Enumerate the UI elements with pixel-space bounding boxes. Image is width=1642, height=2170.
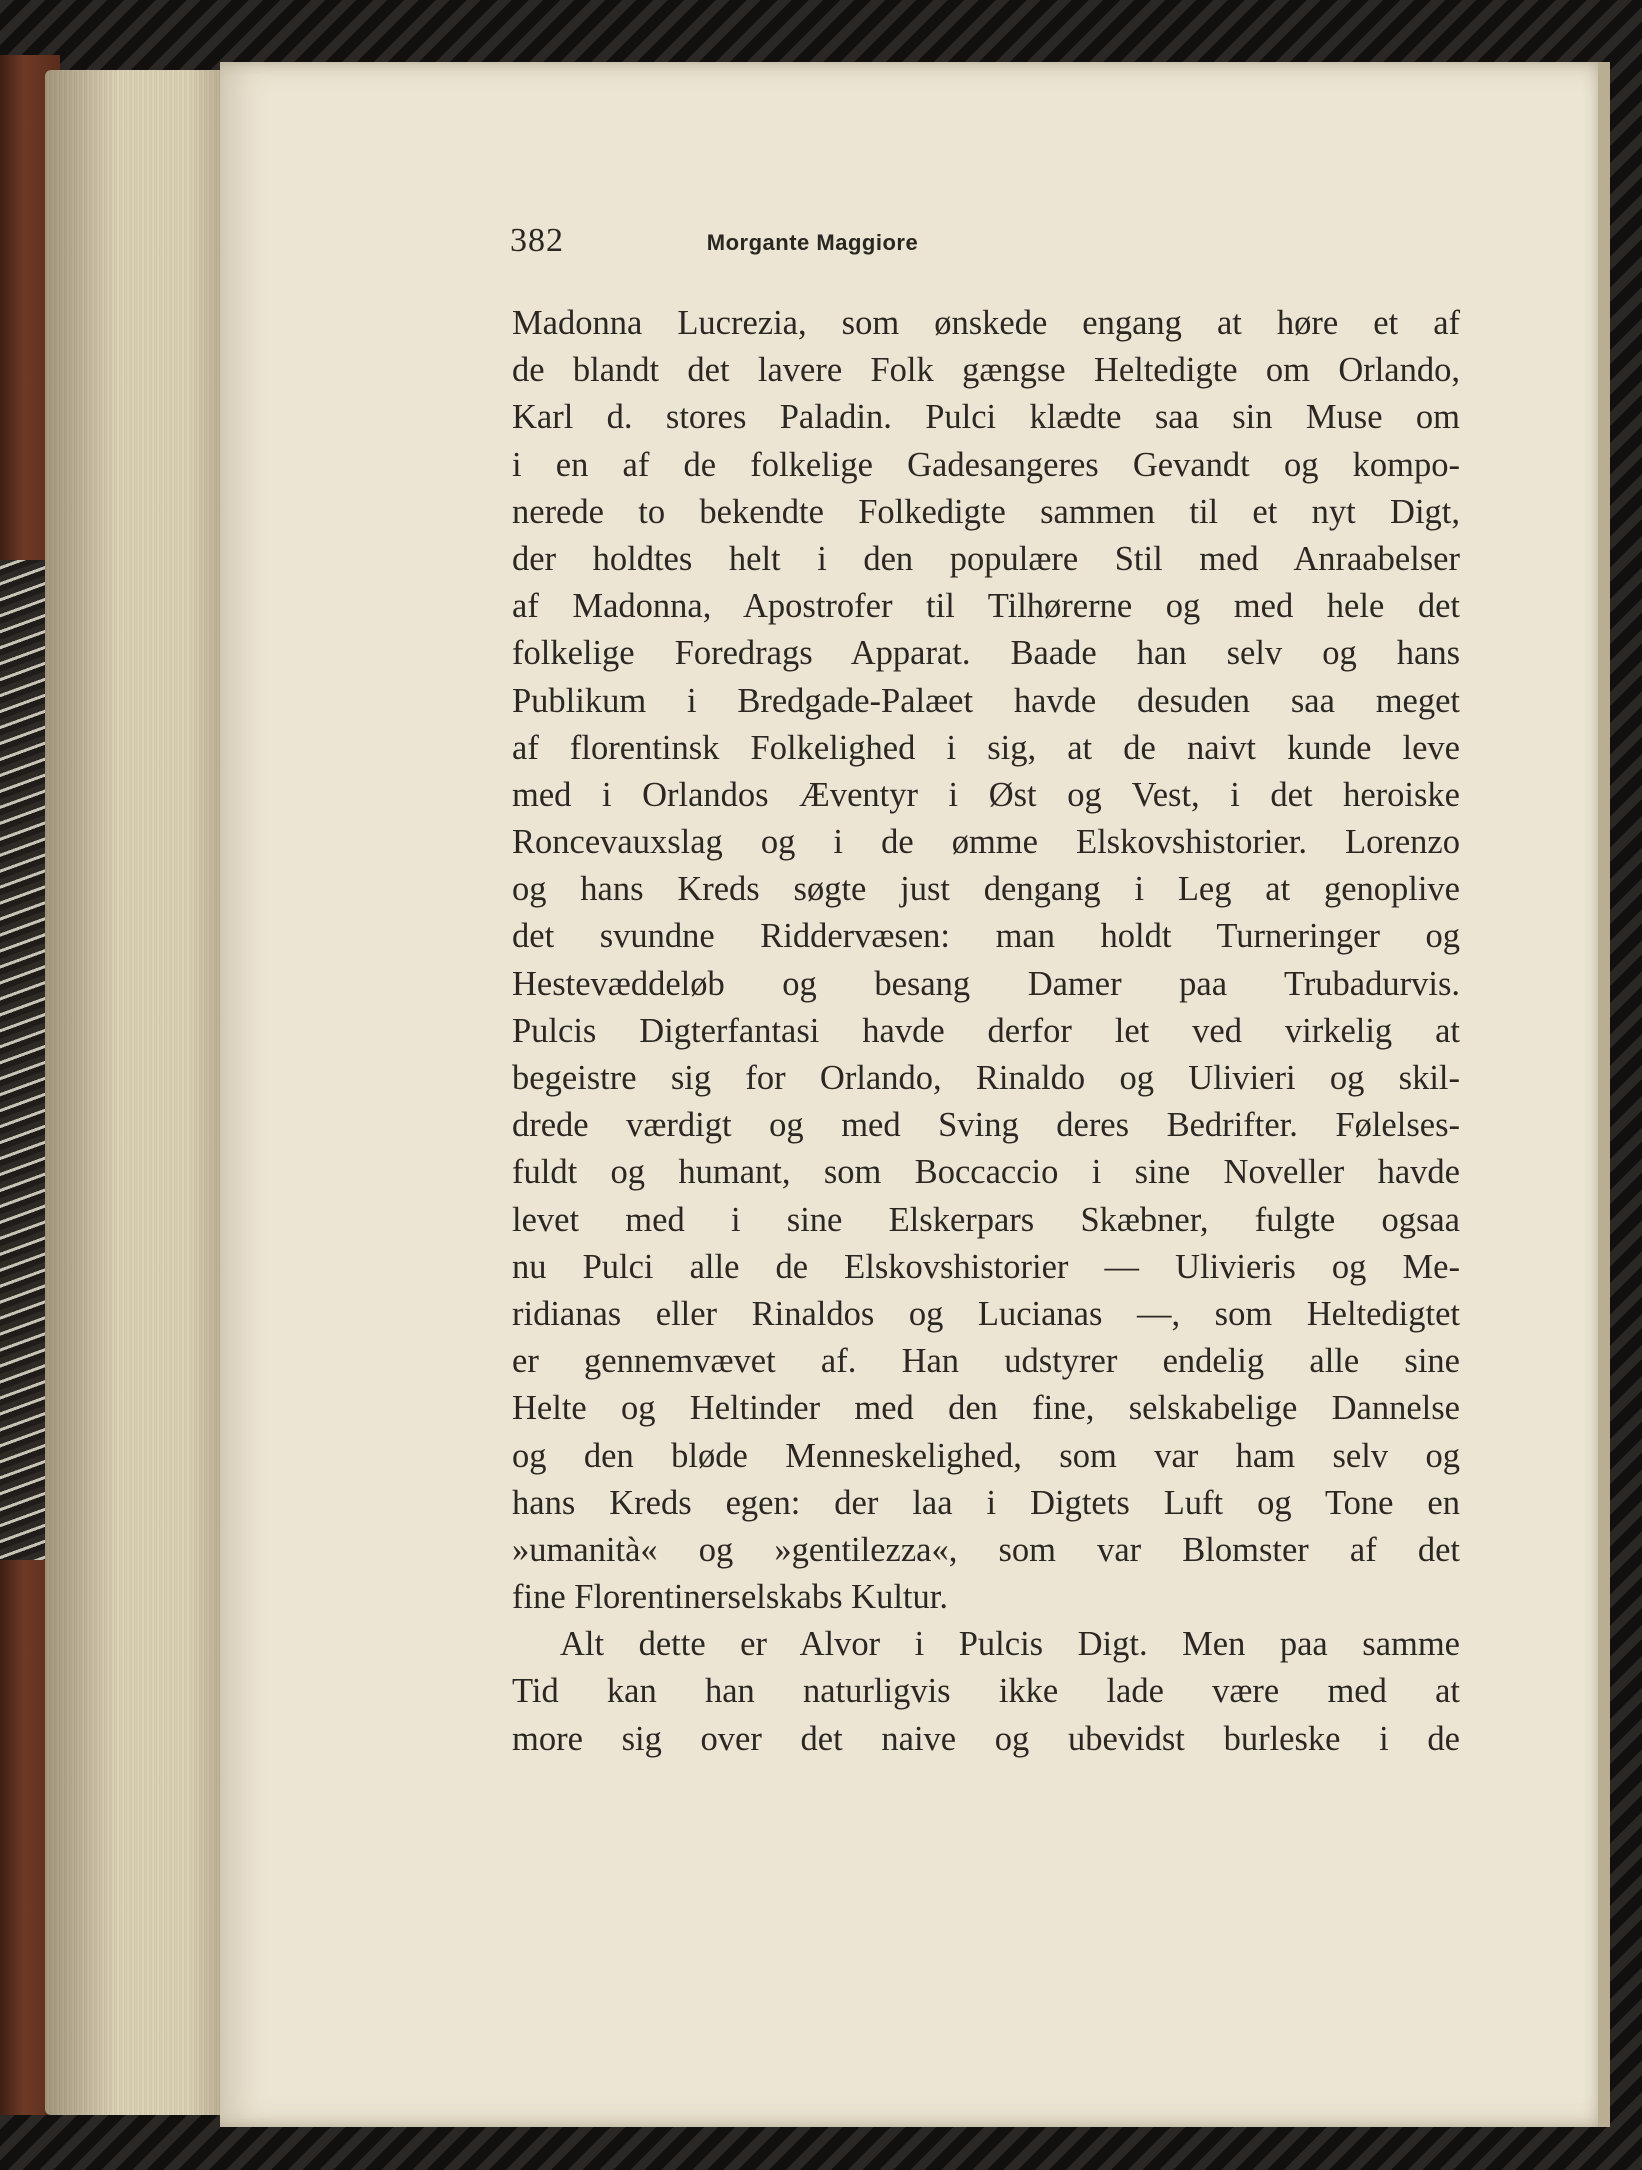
- text-line: fuldt og humant, som Boccaccio i sine Noveller havde: [512, 1153, 1460, 1192]
- text-line: hans Kreds egen: der laa i Digtets Luft og Tone en: [512, 1483, 1460, 1522]
- page-number: 382: [510, 222, 564, 259]
- text-line: nu Pulci alle de Elskovshistorier — Ulivieris og Me-: [512, 1247, 1460, 1286]
- text-line: Karl d. stores Paladin. Pulci klædte saa sin Muse om: [512, 398, 1460, 437]
- text-line: fine Florentinerselskabs Kultur.: [512, 1578, 948, 1617]
- text-line: Publikum i Bredgade-Palæet havde desuden saa meget: [512, 681, 1460, 720]
- running-title: Morgante Maggiore: [706, 230, 919, 255]
- text-line: i en af de folkelige Gadesangeres Gevandt og kompo-: [512, 445, 1460, 484]
- text-line: det svundne Riddervæsen: man holdt Turneringer og: [512, 917, 1460, 956]
- text-line: folkelige Foredrags Apparat. Baade han selv og hans: [512, 634, 1460, 673]
- text-line: begeistre sig for Orlando, Rinaldo og Ulivieri og skil-: [512, 1059, 1460, 1097]
- text-line: Alt dette er Alvor i Pulcis Digt. Men paa samme: [560, 1625, 1460, 1664]
- text-line: Roncevauxslag og i de ømme Elskovshistorier. Lorenzo: [512, 823, 1460, 862]
- text-line: de blandt det lavere Folk gængse Heltedigte om Orlando,: [512, 351, 1460, 390]
- text-line: af florentinsk Folkelighed i sig, at de naivt kunde leve: [512, 728, 1460, 767]
- text-line: Madonna Lucrezia, som ønskede engang at høre et af: [512, 304, 1460, 342]
- text-line: more sig over det naive og ubevidst burleske i de: [512, 1719, 1460, 1758]
- text-line: Tid kan han naturligvis ikke lade være med at: [512, 1672, 1460, 1711]
- text-line: Helte og Heltinder med den fine, selskabelige Dannelse: [512, 1389, 1460, 1428]
- text-line: drede værdigt og med Sving deres Bedrifter. Følelses-: [512, 1106, 1460, 1145]
- text-line: ridianas eller Rinaldos og Lucianas —, som Heltedigtet: [512, 1294, 1460, 1333]
- text-line: Hestevæddeløb og besang Damer paa Trubadurvis.: [512, 964, 1460, 1003]
- page-right-edge: [1598, 62, 1610, 2127]
- text-line: og den bløde Menneskelighed, som var ham selv og: [512, 1436, 1460, 1475]
- text-line: er gennemvævet af. Han udstyrer endelig alle sine: [512, 1342, 1460, 1381]
- text-line: og hans Kreds søgte just dengang i Leg at genoplive: [512, 870, 1460, 909]
- text-line: nerede to bekendte Folkedigte sammen til et nyt Digt,: [512, 492, 1460, 531]
- text-line: »umanità« og »gentilezza«, som var Blomster af det: [512, 1530, 1460, 1569]
- running-head: [510, 222, 1115, 262]
- page-block-shadow: [45, 70, 225, 2115]
- paragraph-2: [512, 1621, 1460, 1763]
- text-line: levet med i sine Elskerpars Skæbner, fulgte ogsaa: [512, 1200, 1460, 1239]
- text-line: med i Orlandos Æventyr i Øst og Vest, i det heroiske: [512, 775, 1460, 814]
- text-line: der holdtes helt i den populære Stil med Anraabelser: [512, 539, 1460, 578]
- body-text: [512, 300, 1460, 1763]
- paragraph-1: [512, 300, 1460, 1621]
- text-line: Pulcis Digterfantasi havde derfor let ved virkelig at: [512, 1011, 1460, 1050]
- text-line: af Madonna, Apostrofer til Tilhørerne og med hele det: [512, 587, 1460, 626]
